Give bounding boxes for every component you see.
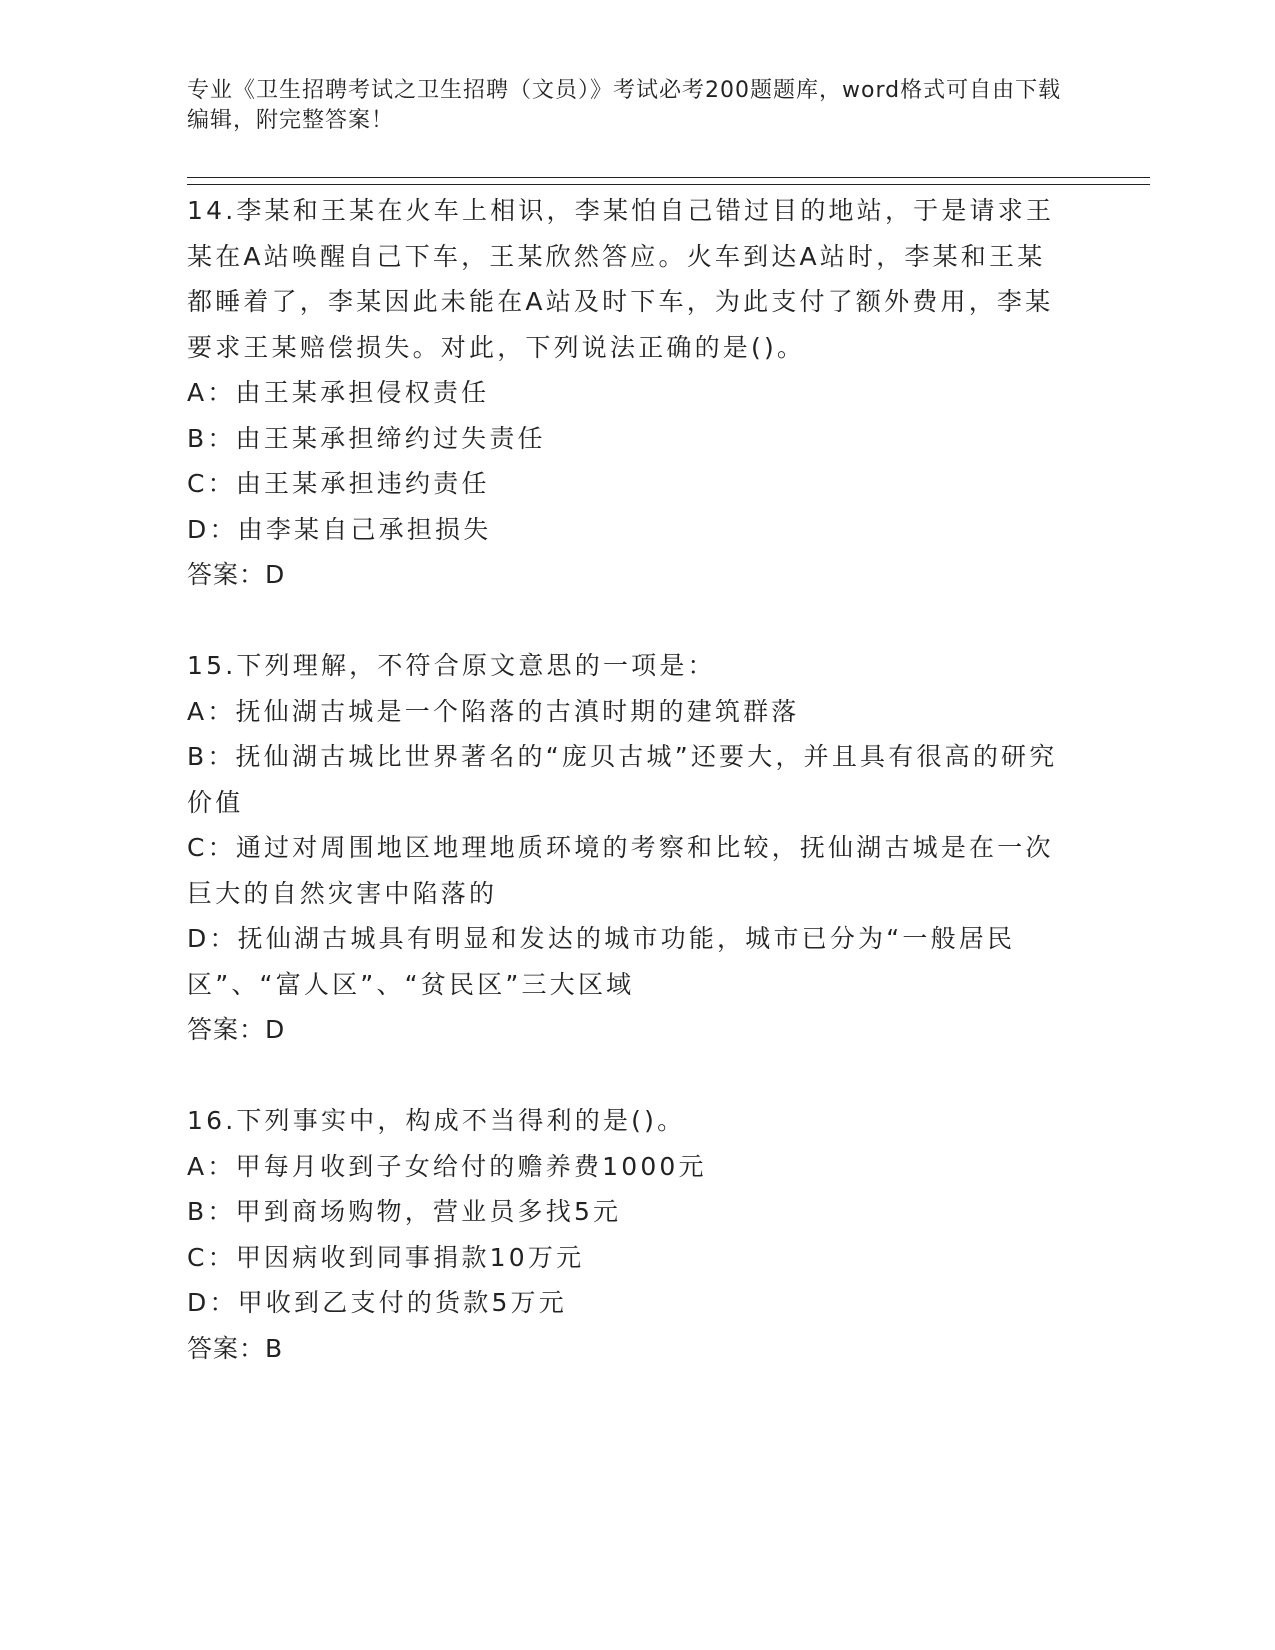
option-a: A：甲每月收到子女给付的赡养费1000元 bbox=[187, 1151, 707, 1181]
answer-text: 答案：D bbox=[187, 1015, 286, 1044]
question-14 bbox=[187, 188, 1067, 598]
option-b: B：甲到商场购物，营业员多找5元 bbox=[187, 1197, 622, 1226]
option-d: D：甲收到乙支付的货款5万元 bbox=[187, 1288, 567, 1317]
option-a: A：由王某承担侵权责任 bbox=[187, 378, 490, 407]
option-c: C：通过对周围地区地理地质环境的考察和比较，抚仙湖古城是在一次巨大的自然灾害中陷落的 bbox=[187, 833, 1054, 908]
option-a: A：抚仙湖古城是一个陷落的古滇时期的建筑群落 bbox=[187, 696, 800, 726]
header-divider-bottom bbox=[187, 184, 1150, 185]
option-c: C：由王某承担违约责任 bbox=[187, 469, 490, 498]
option-b: B：抚仙湖古城比世界著名的“庞贝古城”还要大，并且具有很高的研究价值 bbox=[187, 742, 1058, 817]
option-d: D：由李某自己承担损失 bbox=[187, 514, 492, 544]
header-divider-top bbox=[187, 177, 1150, 178]
question-15 bbox=[187, 643, 1067, 1053]
question-list bbox=[187, 188, 1067, 1417]
question-16 bbox=[187, 1098, 1067, 1371]
option-d: D：抚仙湖古城具有明显和发达的城市功能，城市已分为“一般居民区”、“富人区”、“贫民区”三大区域 bbox=[187, 924, 1016, 999]
document-header: 专业《卫生招聘考试之卫生招聘（文员）》考试必考200题题库，word格式可自由下载编辑，附完整答案！ bbox=[187, 78, 1062, 133]
answer-text: 答案：B bbox=[187, 1333, 284, 1363]
option-c: C：甲因病收到同事捐款10万元 bbox=[187, 1242, 585, 1272]
question-stem: 15.下列理解，不符合原文意思的一项是： bbox=[187, 651, 716, 680]
answer-text: 答案：D bbox=[187, 560, 286, 589]
option-b: B：由王某承担缔约过失责任 bbox=[187, 423, 546, 453]
question-stem: 14.李某和王某在火车上相识，李某怕自己错过目的地站，于是请求王某在A站唤醒自己下车，王某欣然答应。火车到达A站时，李某和王某都睡着了，李某因此未能在A站及时下车，为此支付了额外费用，李某要求王某赔偿损失。对此，下列说法正确的是()。 bbox=[187, 196, 1055, 362]
question-stem: 16.下列事实中，构成不当得利的是()。 bbox=[187, 1106, 686, 1135]
